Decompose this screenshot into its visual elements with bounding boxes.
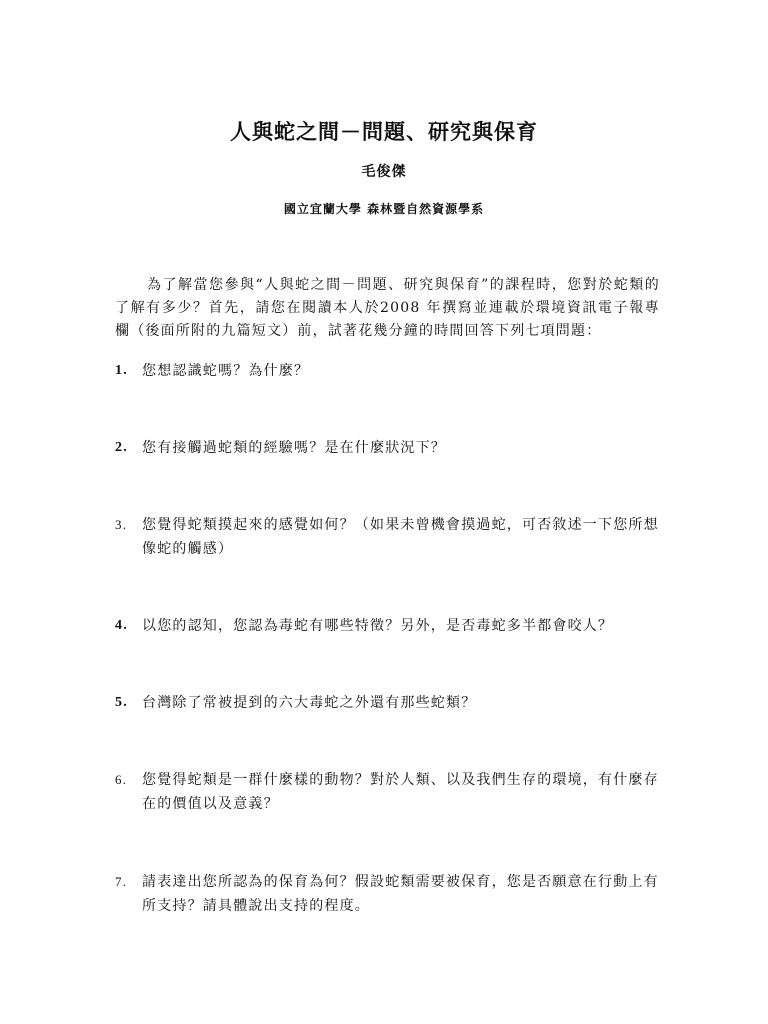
author-name: 毛俊傑 — [361, 164, 407, 180]
question-number: 2. — [115, 440, 128, 455]
question-text: 台灣除了常被提到的六大毒蛇之外還有那些蛇類？ — [142, 695, 477, 711]
question-item — [115, 691, 660, 715]
affiliation: 國立宜蘭大學 森林暨自然資源學系 — [283, 202, 485, 216]
document-title: 人與蛇之間－問題、研究與保育 — [230, 119, 538, 144]
question-number: 3. — [115, 517, 128, 532]
question-item — [115, 436, 660, 460]
intro-paragraph: 為了解當您參與“人與蛇之間－問題、研究與保育”的課程時，您對於蛇類的了解有多少？首先，請您在閱讀本人於2008 年撰寫並連載於環境資訊電子報專欄（後面所附的九篇短文）前，試著花幾分鐘的時間回答下列七項問題： — [115, 277, 660, 339]
question-text: 您覺得蛇類摸起來的感覺如何？（如果未曾機會摸過蛇，可否敘述一下您所想像蛇的觸感） — [142, 517, 659, 557]
question-item — [115, 768, 660, 816]
question-text: 請表達出您所認為的保育為何？假設蛇類需要被保育，您是否願意在行動上有所支持？請具體說出支持的程度。 — [142, 874, 659, 914]
question-item — [115, 513, 660, 561]
question-text: 您有接觸過蛇類的經驗嗎？是在什麼狀況下？ — [142, 440, 446, 456]
question-number: 5. — [115, 695, 128, 710]
question-number: 7. — [115, 874, 128, 889]
question-item — [115, 359, 660, 383]
question-item — [115, 614, 660, 638]
question-text: 以您的認知，您認為毒蛇有哪些特徵？另外，是否毒蛇多半都會咬人？ — [142, 618, 614, 634]
question-number: 6. — [115, 772, 128, 787]
question-number: 1. — [115, 363, 128, 378]
question-item — [115, 870, 660, 918]
question-text: 您想認識蛇嗎？為什麼？ — [142, 363, 310, 379]
question-text: 您覺得蛇類是一群什麼樣的動物？對於人類、以及我們生存的環境，有什麼存在的價值以及意義？ — [142, 772, 659, 812]
question-number: 4. — [115, 618, 128, 633]
